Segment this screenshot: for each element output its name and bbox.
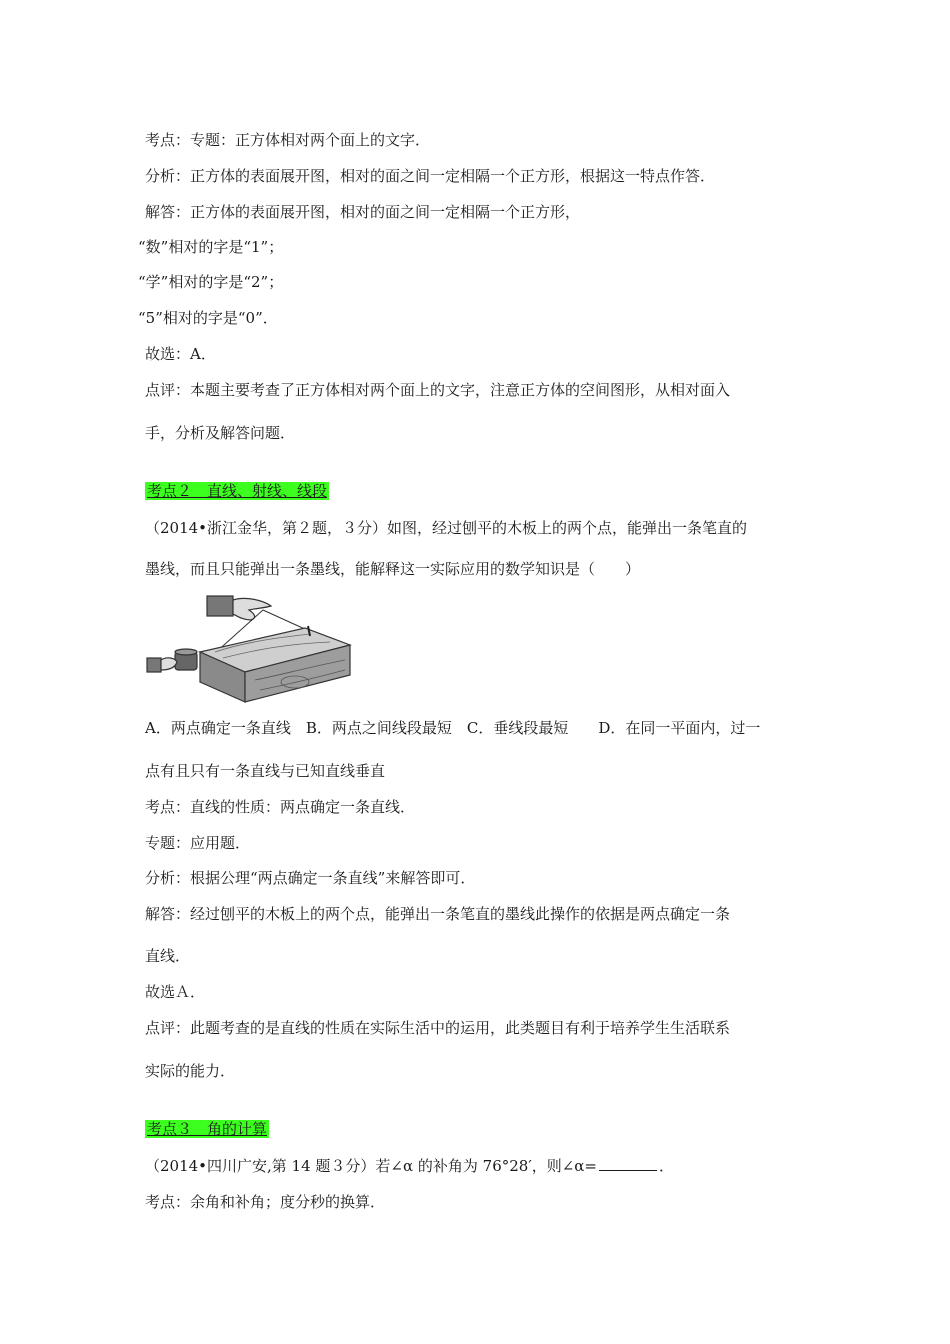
q1-answer: 故选：A． xyxy=(145,345,216,363)
q1-jieda: 解答：正方体的表面展开图，相对的面之间一定相隔一个正方形， xyxy=(145,203,581,221)
q1-line1: “数”相对的字是“1”； xyxy=(138,238,284,256)
q1-line2: “学”相对的字是“2”； xyxy=(138,273,284,291)
section2-heading: 考点２ 直线、射线、线段 xyxy=(147,482,328,500)
q1-line3: “5”相对的字是“0”． xyxy=(138,309,278,327)
wood-board-figure xyxy=(145,590,355,705)
ink-line xyxy=(263,610,307,630)
q1-comment-line1: 点评：本题主要考查了正方体相对两个面上的文字，注意正方体的空间图形，从相对面入 xyxy=(145,381,731,399)
section3-heading: 考点３ 角的计算 xyxy=(147,1120,268,1138)
section2-options-line1: A．两点确定一条直线 B．两点之间线段最短 C．垂线段最短 D．在同一平面内，过一 xyxy=(145,719,761,737)
section2-heading-row xyxy=(145,481,329,501)
section2-stem-line1: （2014•浙江金华，第２题，３分）如图，经过刨平的木板上的两个点，能弹出一条笔直的 xyxy=(145,519,748,537)
section3-stem xyxy=(145,1156,674,1176)
section3-heading-row xyxy=(145,1119,269,1139)
section2-comment-line2: 实际的能力． xyxy=(145,1062,236,1080)
section2-stem-line2: 墨线，而且只能弹出一条墨线，能解释这一实际应用的数学知识是（ ） xyxy=(145,560,641,578)
section2-jieda-line1: 解答：经过刨平的木板上的两个点，能弹出一条笔直的墨线此操作的依据是两点确定一条 xyxy=(145,905,731,923)
answer-blank xyxy=(599,1156,657,1171)
section2-comment-line1: 点评：此题考查的是直线的性质在实际生活中的运用，此类题目有利于培养学生生活联系 xyxy=(145,1019,731,1037)
section2-zhuanti: 专题：应用题． xyxy=(145,834,251,852)
q1-fenxi: 分析：正方体的表面展开图，相对的面之间一定相隔一个正方形，根据这一特点作答． xyxy=(145,167,716,185)
section2-options-line2: 点有且只有一条直线与已知直线垂直 xyxy=(145,762,386,780)
ink-pot-icon xyxy=(175,649,197,670)
left-hand-icon xyxy=(147,658,177,672)
section3-stem-end: ． xyxy=(659,1157,675,1175)
section2-answer: 故选Ａ． xyxy=(145,983,206,1001)
section2-kaodian: 考点：直线的性质：两点确定一条直线． xyxy=(145,798,416,816)
section2-fenxi: 分析：根据公理“两点确定一条直线”来解答即可． xyxy=(145,869,476,887)
q1-kaodian: 考点：专题：正方体相对两个面上的文字． xyxy=(145,131,431,149)
top-hand-icon xyxy=(207,596,271,620)
section2-jieda-line2: 直线． xyxy=(145,947,191,965)
q1-comment-line2: 手，分析及解答问题． xyxy=(145,424,296,442)
section3-kaodian: 考点：余角和补角；度分秒的换算． xyxy=(145,1193,386,1211)
wood-board xyxy=(200,628,350,702)
section3-stem-text: （2014•四川广安,第 14 题３分）若∠α 的补角为 76°28′，则∠α= xyxy=(145,1157,597,1175)
